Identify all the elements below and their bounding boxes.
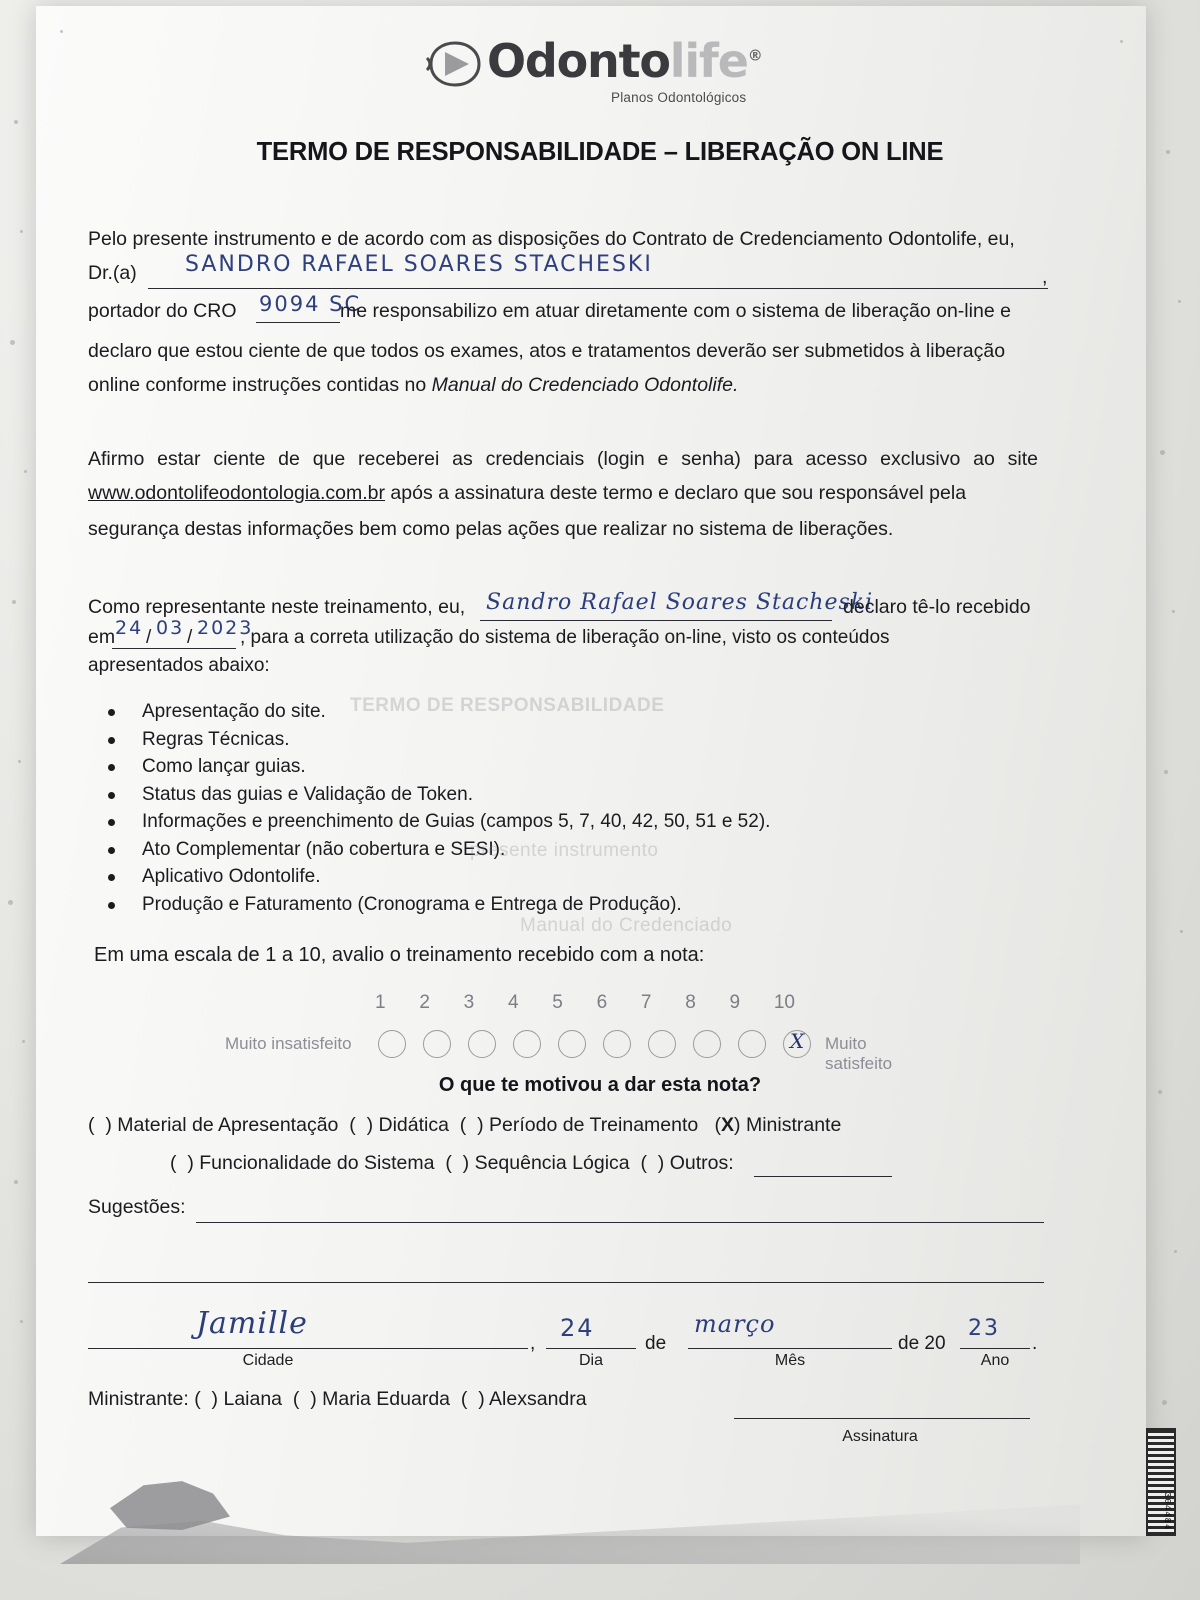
checkbox-maria-eduarda[interactable]: ( ): [292, 1388, 317, 1410]
suggestions-rule-2[interactable]: [88, 1282, 1044, 1283]
rating-option-4[interactable]: [513, 1030, 541, 1058]
checkbox-outros[interactable]: ( ): [640, 1152, 665, 1174]
rating-option-1[interactable]: [378, 1030, 406, 1058]
checkbox-didatica[interactable]: ( ): [349, 1114, 374, 1136]
topics-list: [100, 698, 1000, 918]
rating-prompt: Em uma escala de 1 a 10, avalio o treinamento recebido com a nota:: [94, 944, 705, 966]
trainer-signature-rule[interactable]: [734, 1418, 1030, 1419]
scale-label-high: Muito satisfeito: [825, 1034, 893, 1073]
ghost-text: Manual do Credenciado: [520, 915, 733, 936]
day-caption: Dia: [578, 1352, 603, 1369]
month-rule[interactable]: [688, 1348, 892, 1349]
list-item: Regras Técnicas.: [100, 726, 1000, 754]
logo-mark-icon: [425, 40, 487, 88]
scale-number: 5: [552, 992, 563, 1013]
trainer-row: [88, 1388, 587, 1411]
rating-option-3[interactable]: [468, 1030, 496, 1058]
comma-after-name: ,: [1042, 266, 1048, 288]
intro-line-2: me responsabilizo em atuar diretamente com o sistema de liberação on-line e: [340, 300, 1011, 322]
para3-prefix: Como representante neste treinamento, eu,: [88, 596, 466, 618]
city-comma: ,: [530, 1333, 536, 1354]
intro-line-4a: online conforme instruções contidas no: [88, 374, 432, 396]
date-slash-2: /: [187, 627, 193, 648]
checkbox-material[interactable]: ( ): [88, 1114, 112, 1136]
rating-option-8[interactable]: [693, 1030, 721, 1058]
rating-scale-numbers: [375, 992, 795, 1014]
city-handwriting: Jamille: [196, 1306, 308, 1341]
barcode-number: 304484: [1162, 1491, 1172, 1530]
doctor-name-handwriting: SANDRO RAFAEL SOARES STACHESKI: [185, 252, 653, 277]
checkbox-sequencia[interactable]: ( ): [445, 1152, 470, 1174]
option-label-laiana: Laiana: [223, 1388, 283, 1410]
option-label-periodo: Período de Treinamento: [489, 1114, 699, 1136]
list-item: Informações e preenchimento de Guias (campos 5, 7, 40, 42, 50, 51 e 52).: [100, 808, 1000, 836]
cro-rule: [256, 322, 340, 323]
cro-handwriting: 9094 SC: [259, 292, 362, 316]
list-item: Ato Complementar (não cobertura e SESI).: [100, 836, 1000, 864]
de-label: de: [645, 1333, 667, 1354]
list-item: Status das guias e Validação de Token.: [100, 781, 1000, 809]
scan-blob-artifact: [110, 1478, 230, 1530]
rating-option-2[interactable]: [423, 1030, 451, 1058]
odontolife-logo: [425, 32, 762, 110]
ghost-text: presente instrumento: [470, 840, 659, 861]
year-caption: Ano: [980, 1352, 1010, 1369]
option-label-material: Material de Apresentação: [117, 1114, 339, 1136]
date-slash-1: /: [146, 627, 152, 648]
motivation-row-1: [88, 1114, 841, 1137]
para3-line-2: , para a correta utilização do sistema de liberação on-line, visto os conteúdos: [240, 627, 890, 648]
intro-line-1: [88, 224, 1048, 255]
option-label-sequencia: Sequência Lógica: [474, 1152, 630, 1174]
option-label-outros: Outros:: [669, 1152, 734, 1174]
date-day-handwriting: 24: [115, 617, 144, 639]
logo-wordmark: [487, 34, 762, 88]
representative-signature-rule: [480, 620, 832, 621]
trainer-signature-caption: Assinatura: [842, 1428, 918, 1445]
suggestions-rule-1[interactable]: [196, 1222, 1044, 1223]
option-label-didatica: Didática: [378, 1114, 449, 1136]
checkbox-periodo[interactable]: ( ): [459, 1114, 484, 1136]
option-label-maria-eduarda: Maria Eduarda: [322, 1388, 451, 1410]
date-year-handwriting: 2023: [197, 617, 254, 639]
scale-number: 1: [375, 992, 386, 1013]
odontolife-site-link[interactable]: www.odontolifeodontologia.com.br: [88, 482, 386, 504]
logo-brand-dark: Odonto: [487, 34, 670, 88]
para2-line-2: [88, 478, 1038, 509]
intro-line-4b-italic: Manual do Credenciado Odontolife.: [431, 374, 739, 396]
option-label-alexsandra: Alexsandra: [489, 1388, 587, 1410]
intro-line-3: declaro que estou ciente de que todos os exames, atos e tratamentos deverão ser submetidos à liberação: [88, 340, 1006, 362]
checkbox-funcionalidade[interactable]: ( ): [170, 1152, 194, 1174]
scale-number: 7: [640, 992, 652, 1013]
list-item: Produção e Faturamento (Cronograma e Entrega de Produção).: [100, 891, 1000, 919]
city-caption: Cidade: [242, 1352, 294, 1369]
date-label-em: em: [88, 626, 116, 648]
checkbox-ministrante[interactable]: (X): [714, 1114, 741, 1136]
city-rule[interactable]: [88, 1348, 528, 1349]
list-item: Aplicativo Odontolife.: [100, 863, 1000, 891]
list-item: Apresentação do site.: [100, 698, 1000, 726]
scale-number: 10: [773, 992, 795, 1013]
motivation-row-2: [170, 1152, 734, 1175]
option-label-funcionalidade: Funcionalidade do Sistema: [199, 1152, 435, 1174]
scale-number: 2: [419, 992, 430, 1013]
logo-tagline: Planos Odontológicos: [611, 90, 747, 105]
logo-brand-light: life: [669, 34, 748, 88]
representative-signature-handwriting: Sandro Rafael Soares Stacheski: [486, 590, 874, 615]
para3-suffix: declaro tê-lo recebido: [843, 596, 1031, 618]
final-dot: .: [1032, 1333, 1038, 1354]
motivation-question: O que te motivou a dar esta nota?: [438, 1074, 762, 1096]
scale-number: 3: [463, 992, 475, 1013]
day-handwriting: 24: [560, 1314, 595, 1342]
rating-option-6[interactable]: [603, 1030, 631, 1058]
doctor-label: Dr.(a): [88, 262, 137, 284]
ghost-text: TERMO DE RESPONSABILIDADE: [350, 695, 665, 716]
list-item: Como lançar guias.: [100, 753, 1000, 781]
intro-line-1-text: Pelo presente instrumento e de acordo com as disposições do Contrato de Credenciamento Odontolife, eu,: [88, 228, 1015, 250]
suggestions-label: Sugestões:: [88, 1196, 186, 1218]
rating-selected-mark: X: [790, 1029, 805, 1053]
date-month-handwriting: 03: [156, 617, 185, 639]
scale-number: 4: [507, 992, 519, 1013]
rating-scale-row: [225, 1028, 925, 1073]
rating-option-5[interactable]: [558, 1030, 586, 1058]
scale-number: 6: [596, 992, 608, 1013]
logo-registered-mark: ®: [747, 46, 762, 65]
para2-line-2-text: após a assinatura deste termo e declaro que sou responsável pela: [385, 482, 967, 504]
month-caption: Mês: [774, 1352, 806, 1369]
para2-line-3: segurança destas informações bem como pelas ações que realizar no sistema de liberações.: [88, 518, 894, 540]
outros-rule: [754, 1176, 892, 1177]
cro-label: portador do CRO: [88, 300, 237, 322]
checkbox-alexsandra[interactable]: ( ): [460, 1388, 485, 1410]
option-label-ministrante: Ministrante: [745, 1114, 842, 1136]
scale-number: 8: [685, 992, 696, 1013]
rating-option-9[interactable]: [738, 1030, 766, 1058]
year-rule[interactable]: [960, 1348, 1030, 1349]
scale-label-low: Muito insatisfeito: [225, 1034, 352, 1053]
trainer-label: Ministrante:: [88, 1388, 189, 1410]
checkbox-laiana[interactable]: ( ): [194, 1388, 219, 1410]
de20-label: de 20: [898, 1333, 946, 1354]
year-handwriting: 23: [968, 1316, 1000, 1341]
month-handwriting: março: [694, 1310, 776, 1338]
para2-line-1: Afirmo estar ciente de que receberei as credenciais (login e senha) para acesso exclusivo ao site: [88, 448, 1038, 470]
doctor-name-rule: [148, 288, 1048, 289]
rating-option-7[interactable]: [648, 1030, 676, 1058]
day-rule[interactable]: [546, 1348, 636, 1349]
page-title: TERMO DE RESPONSABILIDADE – LIBERAÇÃO ON LINE: [256, 138, 944, 166]
scale-number: 9: [729, 992, 741, 1013]
date-rule: [112, 648, 236, 649]
intro-line-4: [88, 370, 1048, 401]
para3-line-3: apresentados abaixo:: [88, 655, 270, 676]
